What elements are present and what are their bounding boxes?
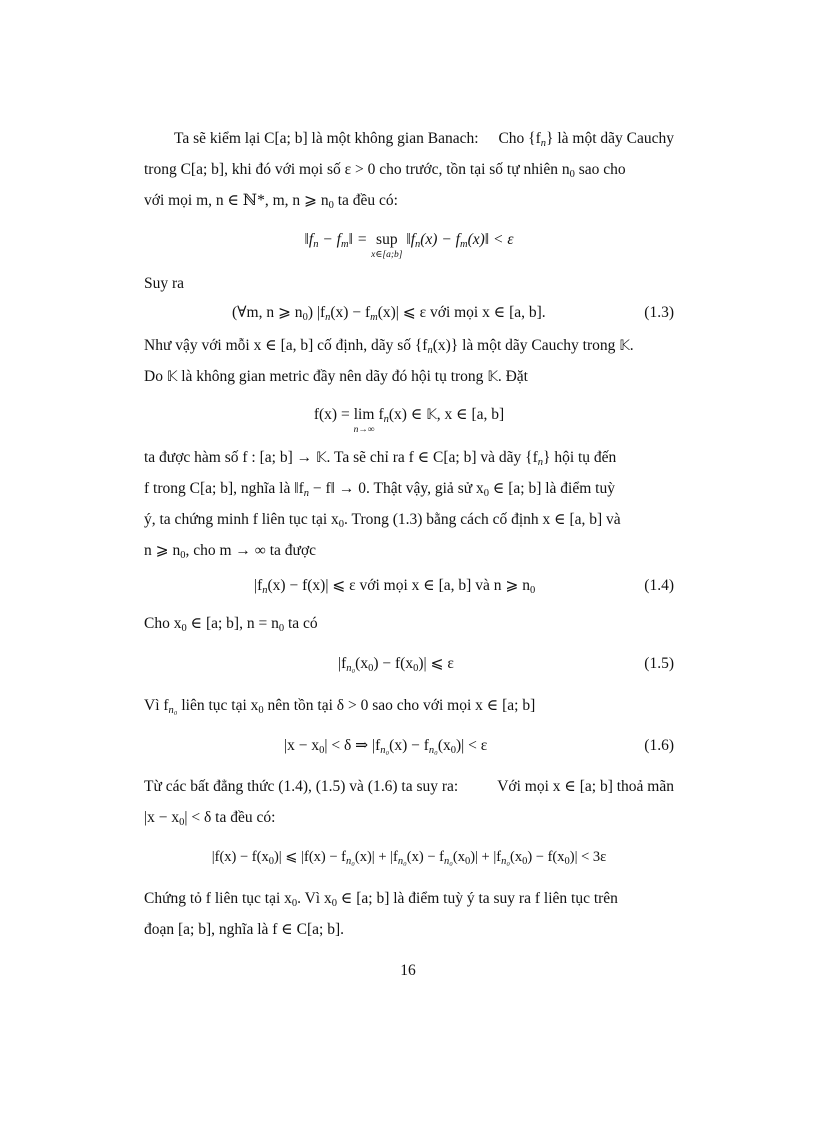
equation-sup-norm: $‖f_n$ − $f_m‖$ = sup x∈[a;b] $‖f_n(x)$ − $f_m(x)‖ < \varepsilon$ bbox=[304, 231, 514, 260]
paragraph-3-line-1: ta được hàm số f : [a; b] → 𝕂. Ta sẽ chỉ ra f ∈ C[a; b] và dãy $\{f_n\}$ hội tụ đến bbox=[144, 449, 617, 468]
paragraph-1-line-1: Ta sẽ kiểm lại C[a; b] là một không gian Banach: Cho $\{f_n\}$ là một dãy Cauchy bbox=[174, 130, 674, 149]
equation-1-5: $|f_{n_0}(x_0) - f(x_0)|$ ⩽ ε bbox=[338, 655, 454, 674]
paragraph-5-line-1: Chứng tỏ f liên tục tại $x_0$. Vì $x_0$ ∈ [a; b] là điểm tuỳ ý ta suy ra f liên tục trên bbox=[144, 890, 618, 909]
equation-number-1-4: (1.4) bbox=[644, 577, 674, 594]
equation-1-3: (∀m, n ⩾ $n_0$) $|f_n(x) - f_m(x)|$ ⩽ ε với mọi x ∈ [a, b]. bbox=[232, 304, 546, 323]
equation-number-1-6: (1.6) bbox=[644, 737, 674, 754]
paragraph-3-line-2: f trong C[a; b], nghĩa là $‖f_n$ − f‖ → 0. Thật vậy, giả sử $x_0$ ∈ [a; b] là điểm tuỳ bbox=[144, 480, 615, 499]
paragraph-4-line-2: $|x - x_0| < \delta$ ta đều có: bbox=[144, 809, 276, 828]
equation-1-4: $|f_n(x) - f(x)|$ ⩽ ε với mọi x ∈ [a, b] và n ⩾ $n_0$ bbox=[254, 577, 536, 596]
paragraph-4-line-1: Từ các bất đẳng thức (1.4), (1.5) và (1.6) ta suy ra: Với mọi x ∈ [a; b] thoả mãn bbox=[144, 778, 674, 795]
vi-line: Vì $f_{n_0}$ liên tục tại $x_0$ nên tồn tại δ > 0 sao cho với mọi x ∈ [a; b] bbox=[144, 697, 536, 716]
paragraph-2-line-2: Do 𝕂 là không gian metric đầy nên dãy đó hội tụ trong 𝕂. Đặt bbox=[144, 368, 528, 385]
equation-number-1-3: (1.3) bbox=[644, 304, 674, 321]
page-number: 16 bbox=[400, 962, 416, 979]
paragraph-1-line-3: với mọi m, n ∈ ℕ*, m, n ⩾ $n_0$ ta đều có: bbox=[144, 192, 398, 211]
paragraph-1-line-2: trong C[a; b], khi đó với mọi số ε > 0 cho trước, tồn tại số tự nhiên $n_0$ sao cho bbox=[144, 161, 626, 180]
equation-limit: f(x) = lim n→∞ $f_n(x)$ ∈ 𝕂, x ∈ [a, b] bbox=[313, 406, 505, 435]
cho-line: Cho $x_0$ ∈ [a; b], $n = n_0$ ta có bbox=[144, 615, 318, 634]
paragraph-2-line-1: Như vậy với mỗi x ∈ [a, b] cố định, dãy số $\{f_n(x)\}$ là một dãy Cauchy trong 𝕂. bbox=[144, 337, 634, 356]
paragraph-5-line-2: đoạn [a; b], nghĩa là f ∈ C[a; b]. bbox=[144, 921, 344, 938]
equation-triangle-inequality: $|f(x) - f(x_0)|$ ⩽ $|f(x) - f_{n_0}(x)| + |f_{n_0}(x) - f_{n_0}(x_0)| + |f_{n_0}(x_0) - f(x_0)| < 3\varepsilon$ bbox=[211, 849, 607, 867]
equation-number-1-5: (1.5) bbox=[644, 655, 674, 672]
paragraph-3-line-4: n ⩾ $n_0$, cho m → ∞ ta được bbox=[144, 542, 317, 561]
suy-ra-text: Suy ra bbox=[144, 275, 185, 292]
paragraph-3-line-3: ý, ta chứng minh f liên tục tại $x_0$. Trong (1.3) bằng cách cố định x ∈ [a, b] và bbox=[144, 511, 621, 530]
equation-1-6: $|x - x_0| < \delta$ ⇒ $|f_{n_0}(x) - f_{n_0}(x_0)| < \varepsilon$ bbox=[284, 737, 488, 756]
